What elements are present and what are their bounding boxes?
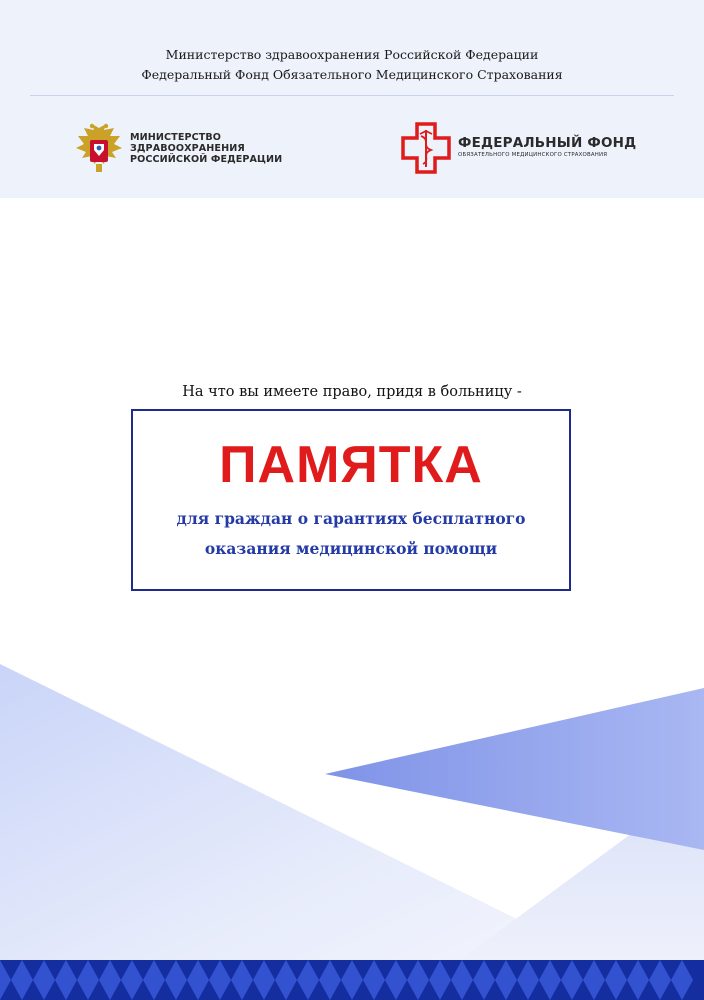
- ministry-logo-line2: ЗДРАВООХРАНЕНИЯ: [130, 143, 245, 154]
- ministry-logo-text: [130, 132, 282, 165]
- decorative-triangles: [0, 640, 704, 960]
- coat-of-arms-icon: [74, 122, 124, 176]
- ministry-logo-line3: РОССИЙСКОЙ ФЕДЕРАЦИИ: [130, 154, 283, 165]
- header-divider: [30, 95, 674, 96]
- lead-text: На что вы имеете право, придя в больницу -: [182, 384, 522, 400]
- page-title: ПАМЯТКА: [219, 436, 483, 494]
- bottom-band: [0, 960, 704, 1000]
- fund-logo-subtitle: ОБЯЗАТЕЛЬНОГО МЕДИЦИНСКОГО СТРАХОВАНИЯ: [458, 152, 608, 158]
- header-panel: [0, 0, 704, 198]
- title-box: [131, 409, 571, 591]
- ministry-logo-line1: МИНИСТЕРСТВО: [130, 132, 222, 143]
- fund-logo: [399, 120, 659, 176]
- red-cross-caduceus-icon: [399, 120, 453, 176]
- left-light-triangle: [0, 664, 600, 960]
- subtitle-line-1: для граждан о гарантиях бесплатного: [176, 509, 526, 528]
- fund-logo-title: ФЕДЕРАЛЬНЫЙ ФОНД: [458, 135, 637, 151]
- header-line-fund: Федеральный Фонд Обязательного Медицинского Страхования: [141, 67, 563, 82]
- subtitle-line-2: оказания медицинской помощи: [204, 539, 498, 558]
- header-line-ministry: Министерство здравоохранения Российской Федерации: [165, 47, 539, 62]
- ministry-logo: [74, 122, 294, 176]
- blue-triangle: [325, 688, 704, 850]
